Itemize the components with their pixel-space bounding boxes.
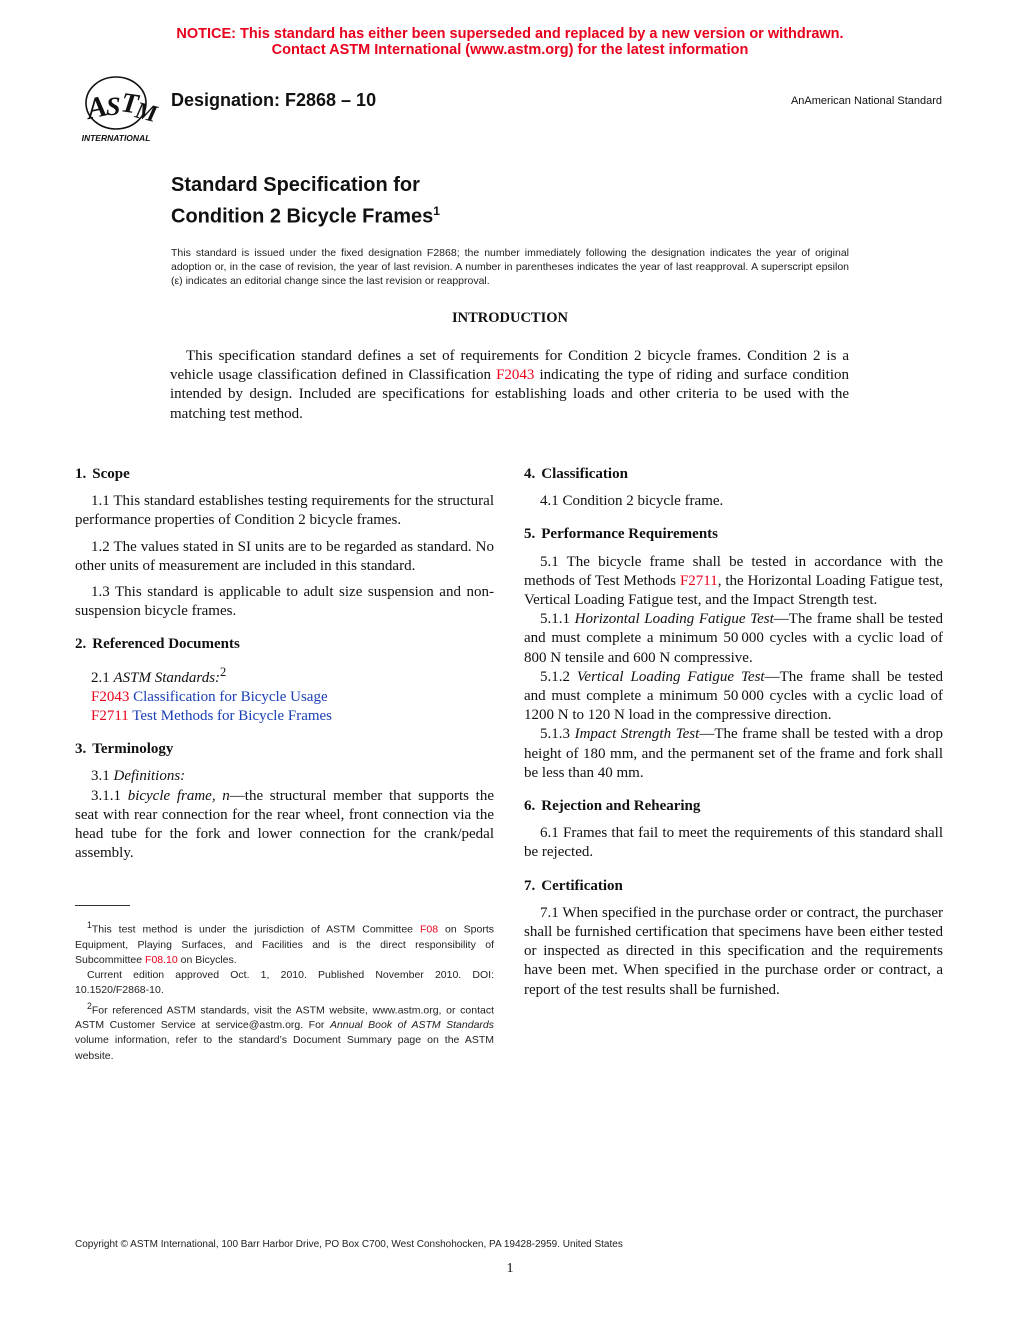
title-line-1: Standard Specification for	[171, 174, 420, 196]
paragraph-1-1: 1.1 This standard establishes testing requirements for the structural performance properties of Condition 2 bicycle frames.	[75, 493, 494, 529]
section-classification	[524, 465, 943, 511]
section-heading: 4. Classification	[524, 466, 628, 482]
section-heading: 2. Referenced Documents	[75, 636, 240, 653]
right-column	[524, 465, 943, 1014]
paragraph-2-1: 2.1 ASTM Standards:$^2$	[91, 664, 227, 686]
paragraph-3-1-1: 3.1.1 bicycle frame, n—the structural member that supports the seat with rear connection for the rear wheel, front connection via the head tube for the fork and lower connection for the crank/pedal assembly.	[75, 787, 494, 862]
page-number: 1	[506, 1261, 514, 1276]
section-certification	[524, 877, 943, 1000]
paragraph-5-1-3: 5.1.3 Impact Strength Test—The frame shall be tested with a drop height of 180 mm, and the permanent set of the frame and fork shall be less than 40 mm.	[524, 726, 944, 781]
section-heading: 6. Rejection and Rehearing	[524, 798, 701, 815]
footnote-1: $^1$This test method is under the jurisdiction of ASTM Committee F08 on Sports Equipment, Playing Surfaces, and Facilities and is the direct responsibility of Subcommittee F08.10 on Bicycles.	[75, 920, 494, 966]
notice-line-1: NOTICE: This standard has either been superseded and replaced by a new version or withdrawn.	[176, 26, 844, 42]
footnote-1-edition: Current edition approved Oct. 1, 2010. Published November 2010. DOI: 10.1520/F2868-10.	[75, 969, 494, 997]
section-terminology	[75, 740, 494, 863]
svg-text:M: M	[132, 97, 160, 128]
issued-note: This standard is issued under the fixed designation F2868; the number immediately following the designation indicates the year of original adoption or, in the case of revision, the year of last revision. A number in parentheses indicates the year of last reapproval. A superscript epsilon (ε) indicates an editorial change since the last revision or reapproval.	[171, 247, 849, 287]
section-heading: 3. Terminology	[75, 741, 174, 758]
paragraph-1-3: 1.3 This standard is applicable to adult size suspension and non-suspension bicycle frames.	[75, 584, 494, 620]
section-heading: 1. Scope	[75, 466, 130, 482]
section-referenced-documents	[75, 635, 494, 726]
paragraph-5-1-2: 5.1.2 Vertical Loading Fatigue Test—The frame shall be tested and must complete a minimum 50 000 cycles with a cyclic load of 1200 N to 120 N load in the compressive direction.	[524, 668, 944, 724]
paragraph-3-1: 3.1 Definitions:	[91, 768, 186, 785]
title-line-2: Condition 2 Bicycle Frames$^1$	[171, 204, 440, 228]
section-heading: 5. Performance Requirements	[524, 526, 718, 543]
section-scope	[75, 465, 494, 621]
section-performance-requirements	[524, 525, 943, 783]
withdrawal-notice	[0, 26, 1020, 58]
footnotes	[75, 918, 494, 1064]
reference-f2043[interactable]: F2043 Classification for Bicycle Usage	[91, 688, 328, 705]
section-rejection	[524, 797, 943, 863]
svg-text:A: A	[83, 89, 111, 126]
section-heading: 7. Certification	[524, 877, 623, 894]
link-f08[interactable]: F08	[419, 923, 439, 936]
footnote-divider	[75, 905, 130, 906]
paragraph-4-1: 4.1 Condition 2 bicycle frame.	[540, 493, 724, 510]
introduction-heading: INTRODUCTION	[451, 310, 568, 326]
introduction-paragraph: This specification standard defines a set of requirements for Condition 2 bicycle frames. Condition 2 is a vehicle usage classification defined in Classification F2043 indicating the type of riding and surface condition intended by design. Included are specifications for establishing loads and other criteria to be used with the matching test method.	[170, 348, 849, 422]
paragraph-5-1-1: 5.1.1 Horizontal Loading Fatigue Test—The frame shall be tested and must complete a minimum 50 000 cycles with a cyclic load of 800 N tensile and 600 N compressive.	[524, 611, 944, 666]
link-f2711[interactable]: F2711	[679, 572, 718, 589]
paragraph-1-2: 1.2 The values stated in SI units are to be regarded as standard. No other units of measurement are included in this standard.	[75, 538, 494, 574]
svg-text:S: S	[106, 92, 121, 121]
paragraph-6-1: 6.1 Frames that fail to meet the requirements of this standard shall be rejected.	[524, 825, 943, 861]
document-title	[171, 172, 440, 230]
left-column	[75, 465, 494, 877]
logo-wordmark: INTERNATIONAL	[81, 133, 151, 143]
paragraph-5-1: 5.1 The bicycle frame shall be tested in accordance with the methods of Test Methods F2711, the Horizontal Loading Fatigue test, Vertical Loading Fatigue test, and the Impact Strength test.	[524, 553, 944, 609]
link-f08-10[interactable]: F08.10	[145, 953, 178, 966]
designation: Designation: F2868 – 10	[171, 90, 377, 110]
notice-line-2: Contact ASTM International (www.astm.org) for the latest information	[271, 42, 749, 58]
copyright-notice: Copyright © ASTM International, 100 Barr Harbor Drive, PO Box C700, West Conshohocken, PA 19428-2959. United States	[75, 1239, 623, 1250]
reference-f2711[interactable]: F2711 Test Methods for Bicycle Frames	[91, 708, 333, 725]
footnote-2: $^2$For referenced ASTM standards, visit the ASTM website, www.astm.org, or contact ASTM Customer Service at service@astm.org. For Annual Book of ASTM Standards volume information, refer to the standard’s Document Summary page on the ASTM website.	[75, 1000, 494, 1062]
title-footnote-mark: 1	[433, 204, 440, 218]
svg-text:T: T	[119, 87, 141, 121]
link-f2043[interactable]: F2043	[496, 367, 535, 384]
american-national-standard: AnAmerican National Standard	[790, 95, 942, 107]
paragraph-7-1: 7.1 When specified in the purchase order or contract, the purchaser shall be furnished certification that specimens have been either tested or inspected as directed in this specification and the requirements have been met. When specified in the purchase order or contract, a report of the test results shall be furnished.	[524, 904, 943, 998]
astm-logo	[72, 75, 162, 145]
